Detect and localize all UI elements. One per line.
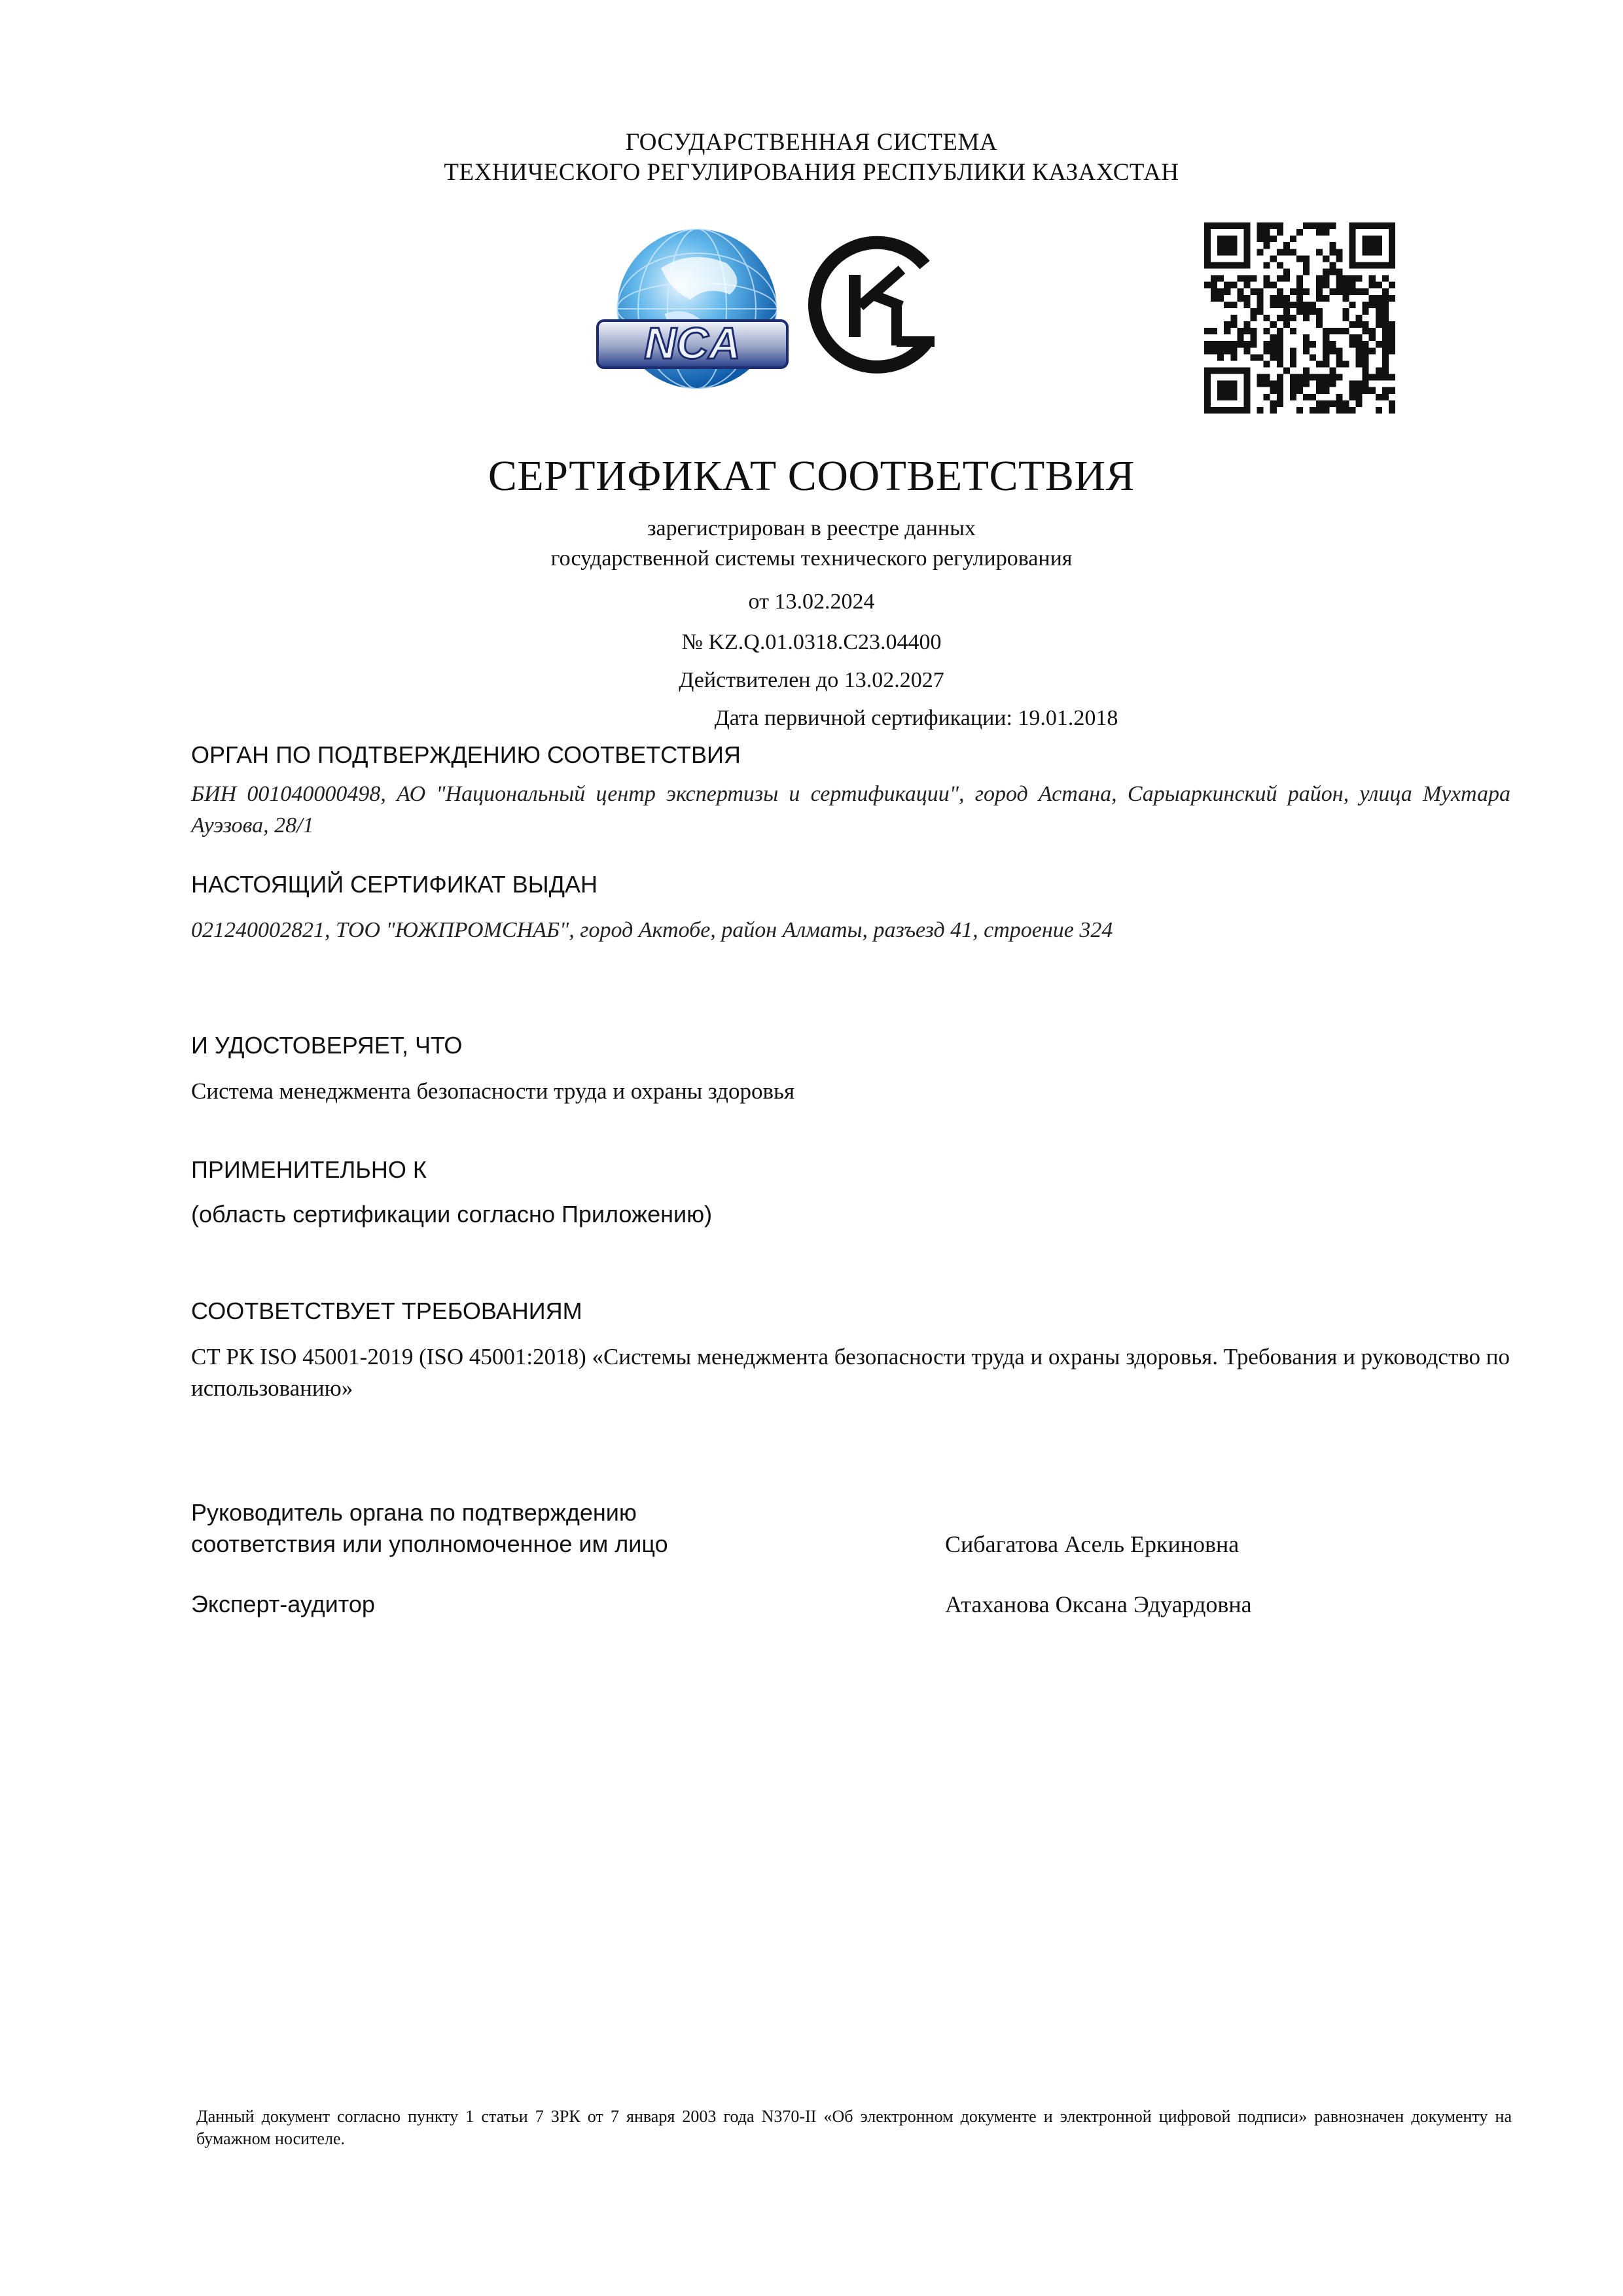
- nca-logo-text: NCA: [644, 319, 741, 368]
- conforms-text: СТ РК ISO 45001-2019 (ISO 45001:2018) «Системы менеджмента безопасности труда и охраны здоровья. Требования и руководство по использованию»: [191, 1344, 1510, 1401]
- qr-code-icon: [1204, 222, 1395, 414]
- applicable-text: (область сертификации согласно Приложению): [191, 1201, 713, 1227]
- certifies-heading: И УДОСТОВЕРЯЕТ, ЧТО: [191, 1032, 463, 1059]
- registry-line-2: государственной системы технического регулирования: [550, 546, 1073, 571]
- registration-date: от 13.02.2024: [748, 590, 875, 614]
- certificate-number: № KZ.Q.01.0318.C23.04400: [681, 630, 942, 654]
- organ-heading: ОРГАН ПО ПОДТВЕРЖДЕНИЮ СООТВЕТСТВИЯ: [191, 741, 741, 768]
- head-label-line-1: Руководитель органа по подтверждению: [191, 1499, 637, 1526]
- registry-line-1: зарегистрирован в реестре данных: [647, 516, 976, 540]
- issued-to-text: 021240002821, ТОО "ЮЖПРОМСНАБ", город Актобе, район Алматы, разъезд 41, строение 324: [191, 918, 1113, 942]
- applicable-heading: ПРИМЕНИТЕЛЬНО К: [191, 1156, 427, 1183]
- issued-to-heading: НАСТОЯЩИЙ СЕРТИФИКАТ ВЫДАН: [191, 871, 598, 898]
- header-line-1: ГОСУДАРСТВЕННАЯ СИСТЕМА: [625, 129, 998, 156]
- valid-until: Действителен до 13.02.2027: [679, 668, 944, 692]
- expert-name: Атаханова Оксана Эдуардовна: [945, 1591, 1252, 1617]
- head-label-line-2: соответствия или уполномоченное им лицо: [191, 1530, 668, 1557]
- header-line-2: ТЕХНИЧЕСКОГО РЕГУЛИРОВАНИЯ РЕСПУБЛИКИ КАЗАХСТАН: [444, 159, 1179, 186]
- kz-mark-icon: [804, 229, 954, 380]
- expert-label: Эксперт-аудитор: [191, 1591, 375, 1617]
- organ-text: БИН 001040000498, АО "Национальный центр экспертизы и сертификации", город Астана, Сарыаркинский район, улица Мухтара Ауэзова, 28/1: [191, 782, 1510, 838]
- nca-logo: [592, 222, 789, 399]
- qr-code: [1204, 222, 1395, 414]
- certifies-text: Система менеджмента безопасности труда и охраны здоровья: [191, 1078, 795, 1104]
- first-certification-date: Дата первичной сертификации: 19.01.2018: [714, 706, 1118, 730]
- footer-note: Данный документ согласно пункту 1 статьи 7 ЗРК от 7 января 2003 года N370-II «Об электронном документе и электронной цифровой подписи» равнозначен документу на бумажном носителе.: [196, 2107, 1512, 2148]
- conforms-heading: СООТВЕТСТВУЕТ ТРЕБОВАНИЯМ: [191, 1298, 582, 1324]
- certificate-title: СЕРТИФИКАТ СООТВЕТСТВИЯ: [488, 452, 1135, 500]
- head-name: Сибагатова Асель Еркиновна: [945, 1531, 1240, 1557]
- globe-icon: [592, 222, 789, 399]
- kz-conformity-mark: [804, 229, 954, 380]
